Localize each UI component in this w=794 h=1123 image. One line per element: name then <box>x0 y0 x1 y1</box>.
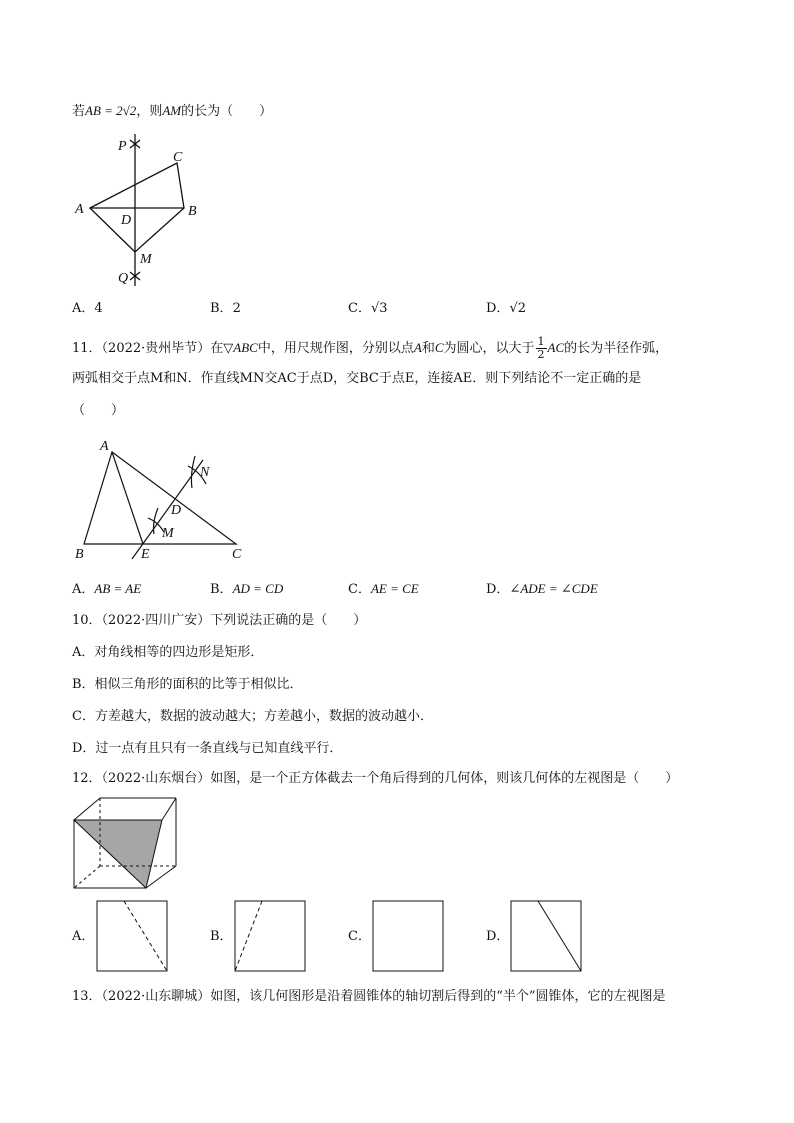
q12-option-c[interactable]: C． <box>348 929 371 944</box>
q10-figure <box>70 130 200 290</box>
q11-figure <box>70 434 250 564</box>
label-e: E <box>141 547 150 562</box>
q11-option-b[interactable]: B．AD = CD <box>210 581 284 597</box>
q12-option-b[interactable]: B． <box>210 929 233 944</box>
q11-option-c[interactable]: C．AE = CE <box>348 581 419 597</box>
q11-option-a[interactable]: A．AB = AE <box>72 581 142 597</box>
q11-option-d[interactable]: D．∠ADE = ∠CDE <box>486 581 598 597</box>
label-c: C <box>232 547 242 562</box>
q13-header: 13．（2022·山东聊城）如图，该几何图形是沿着圆锥体的轴切割后得到的“半个”圆锥体，它的左视图是 <box>72 989 666 1004</box>
q10-option-c[interactable]: C．√3 <box>348 301 388 316</box>
q10-option-b[interactable]: B．2 <box>210 301 241 316</box>
q12-option-a-view[interactable] <box>96 900 168 972</box>
label-p: P <box>118 139 127 154</box>
q12-header: 12．（2022·山东烟台）如图，是一个正方体截去一个角后得到的几何体，则该几何体的左视图是（ ） <box>72 771 679 786</box>
q11-question-line2: 两弧相交于点M和N．作直线MN交AC于点D，交BC于点E，连接AE．则下列结论不一定正确的是 <box>72 371 642 386</box>
condition-expression: AB = 2√2 <box>85 103 137 118</box>
q10-choice-b[interactable]: B．相似三角形的面积的比等于相似比． <box>72 677 303 692</box>
q10-choice-c[interactable]: C．方差越大，数据的波动越大；方差越小，数据的波动越小． <box>72 709 433 724</box>
segment-ae <box>112 452 143 544</box>
label-d: D <box>171 503 182 518</box>
q11-question-line3: （ ） <box>72 403 125 418</box>
q10-tail-question: 若AB = 2√2，则AM的长为（ ） <box>72 103 273 119</box>
label-q: Q <box>118 271 129 286</box>
q12-option-b-view[interactable] <box>234 900 306 972</box>
label-n: N <box>200 465 210 480</box>
q12-cube-figure <box>72 796 182 894</box>
label-c: C <box>173 150 183 165</box>
q12-option-a[interactable]: A． <box>72 929 95 944</box>
q10-choice-a[interactable]: A．对角线相等的四边形是矩形． <box>72 645 264 660</box>
fraction-one-half: $\frac{1}{2}$ <box>537 335 545 361</box>
label-a: A <box>100 439 109 454</box>
label-b: B <box>188 204 197 219</box>
q12-option-d[interactable]: D． <box>486 929 510 944</box>
label-m: M <box>162 526 174 541</box>
q12-option-c-view[interactable] <box>372 900 444 972</box>
q10-choice-d[interactable]: D．过一点有且只有一条直线与已知直线平行． <box>72 741 343 756</box>
triangle-abc <box>84 452 236 544</box>
label-d: D <box>121 213 132 228</box>
arc-m-2 <box>154 508 159 534</box>
q10-header: 10．（2022·四川广安）下列说法正确的是（ ） <box>72 613 367 628</box>
q10-option-d[interactable]: D．√2 <box>486 301 526 316</box>
label-b: B <box>75 547 84 562</box>
label-m: M <box>140 252 152 267</box>
q11-question-line1: 11．（2022·贵州毕节）在▽ABC中，用尺规作图，分别以点A和C为圆心，以大于 $\frac{1}{2}$ AC的长为半径作弧， <box>72 335 669 361</box>
q12-option-d-view[interactable] <box>510 900 582 972</box>
label-a: A <box>75 202 84 217</box>
q10-option-a[interactable]: A．4 <box>72 301 103 316</box>
